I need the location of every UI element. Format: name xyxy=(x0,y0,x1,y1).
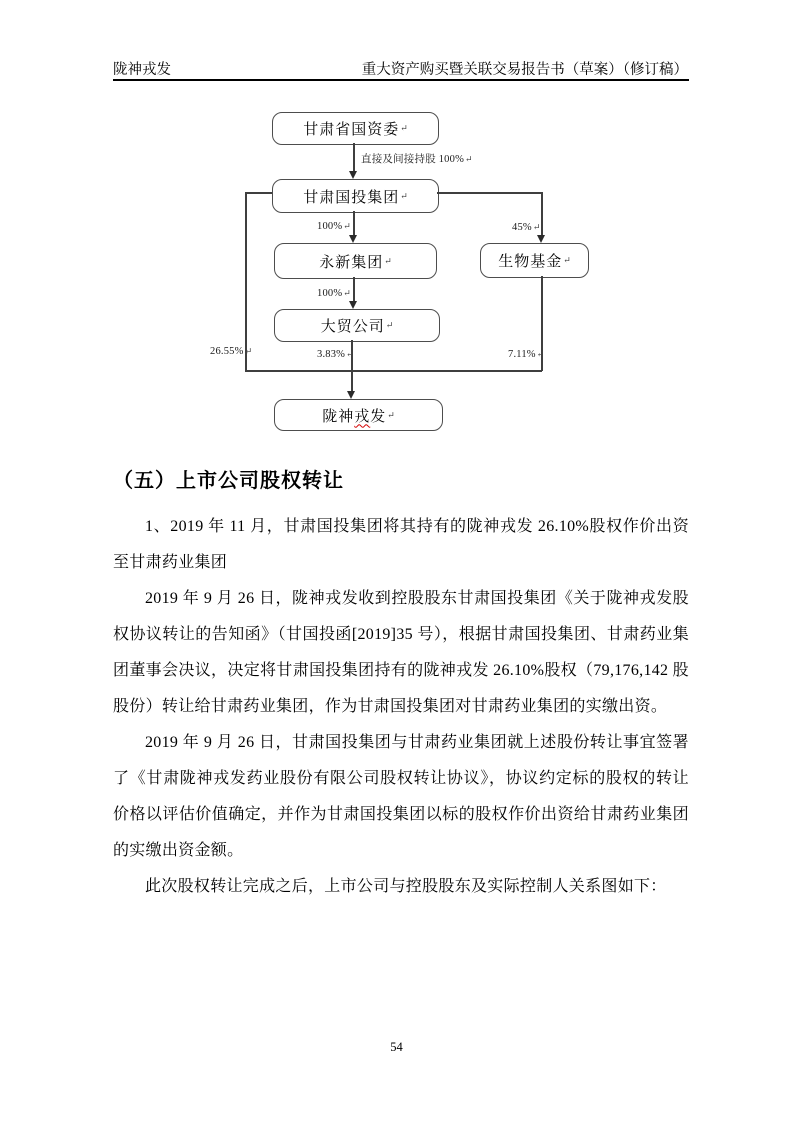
org-node-label: 永新集团 xyxy=(319,254,384,271)
edge-collector-line xyxy=(245,370,542,372)
edge-guotou-yongxin-line xyxy=(353,211,355,236)
edge-label-45: 45%↵ xyxy=(512,222,541,233)
body-text-block xyxy=(113,509,689,905)
org-node-gansu-sasac xyxy=(272,112,439,145)
edge-label-3-83: 3.83%↵ xyxy=(317,349,354,360)
org-node-label-misspelled: 戎 xyxy=(354,408,371,425)
edge-sasac-guotou-arrowhead xyxy=(349,171,357,179)
edge-label-26-55: 26.55%↵ xyxy=(210,346,253,357)
edge-sasac-guotou-line xyxy=(353,143,355,172)
edge-guotou-left-vline xyxy=(245,192,247,371)
org-node-label: 大贸公司 xyxy=(320,319,385,335)
page-number: 54 xyxy=(390,1040,403,1054)
paragraph: 2019 年 9 月 26 日，陇神戎发收到控股股东甘肃国投集团《关于陇神戎发股权协议转让的告知函》（甘国投函[2019]35 号），根据甘肃国投集团、甘肃药业集团董事会决议，决定将甘肃国投集团持有的陇神戎发 26.10%股权（79,176,142 股股份）转让给甘肃药业集团，作为甘肃国投集团对甘肃药业集团的实缴出资。 xyxy=(113,590,689,715)
edge-yongxin-damao-arrowhead xyxy=(349,301,357,309)
org-node-longshen-rongfa xyxy=(274,399,443,431)
edge-label-100-a: 100%↵ xyxy=(317,221,351,232)
org-node-label: 甘肃国投集团 xyxy=(303,189,400,206)
edge-label-7-11: 7.11%↵ xyxy=(508,349,545,360)
paragraph-return-mark: ↵ xyxy=(400,123,408,133)
paragraph-return-mark: ↵ xyxy=(563,255,571,265)
paragraph-return-mark: ↵ xyxy=(387,409,395,420)
edge-damao-longshen-line xyxy=(351,340,353,391)
org-node-damao-company xyxy=(274,309,440,342)
edge-label-100-b: 100%↵ xyxy=(317,288,351,299)
paragraph-return-mark: ↵ xyxy=(385,320,394,330)
header-report-title: 重大资产购买暨关联交易报告书（草案）（修订稿） xyxy=(361,62,688,78)
edge-guotou-biofund-hline xyxy=(437,192,541,194)
paragraph-subheading: 1、2019 年 11 月，甘肃国投集团将其持有的陇神戎发 26.10%股权作价出资至甘肃药业集团 xyxy=(113,518,689,571)
org-node-label: 发 xyxy=(370,408,387,425)
paragraph-return-mark: ↵ xyxy=(384,255,392,266)
edge-yongxin-damao-line xyxy=(353,277,355,302)
org-node-yongxin-group xyxy=(274,243,437,279)
org-node-label: 陇神 xyxy=(322,408,355,425)
org-node-gansu-guotou-group xyxy=(272,179,439,213)
edge-guotou-biofund-vline xyxy=(541,192,543,235)
paragraph: 此次股权转让完成之后，上市公司与控股股东及实际控制人关系图如下： xyxy=(145,878,667,895)
org-node-label: 生物基金 xyxy=(498,254,563,270)
org-node-bio-fund xyxy=(480,243,589,278)
header-rule xyxy=(113,79,689,81)
section-heading: （五）上市公司股权转让 xyxy=(113,470,344,492)
edge-damao-longshen-arrowhead xyxy=(347,391,355,399)
edge-label-direct-indirect: 直接及间接持股 100%↵ xyxy=(361,154,473,165)
header-company-name: 陇神戎发 xyxy=(113,62,171,78)
paragraph-return-mark: ↵ xyxy=(400,190,408,201)
org-node-label: 甘肃省国资委 xyxy=(303,122,400,138)
paragraph: 2019 年 9 月 26 日，甘肃国投集团与甘肃药业集团就上述股份转让事宜签署了《甘肃陇神戎发药业股份有限公司股权转让协议》，协议约定标的股权的转让价格以评估价值确定，并作为甘肃国投集团以标的股权作价出资给甘肃药业集团的实缴出资金额。 xyxy=(113,734,689,859)
edge-guotou-yongxin-arrowhead xyxy=(349,235,357,243)
edge-guotou-biofund-arrowhead xyxy=(537,235,545,243)
edge-guotou-left-hline xyxy=(245,192,272,194)
